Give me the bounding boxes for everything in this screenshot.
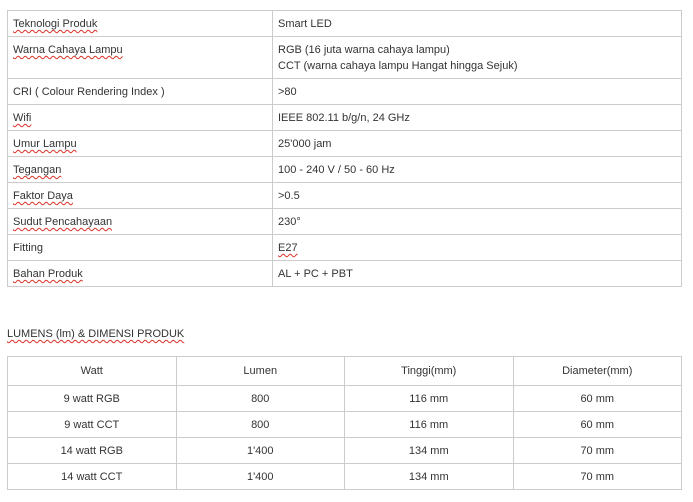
spec-label: Wifi bbox=[8, 105, 273, 131]
spec-label: CRI ( Colour Rendering Index ) bbox=[8, 79, 273, 105]
section-title: LUMENS (lm) & DIMENSI PRODUK bbox=[7, 328, 185, 340]
spec-table bbox=[7, 10, 682, 287]
spec-label: Umur Lampu bbox=[8, 131, 273, 157]
spec-label: Sudut Pencahayaan bbox=[8, 209, 273, 235]
cell-height: 116 mm bbox=[345, 412, 514, 438]
spec-label: Teknologi Produk bbox=[8, 11, 273, 37]
cell-watt: 14 watt CCT bbox=[8, 464, 177, 490]
column-header-diameter: Diameter(mm) bbox=[513, 357, 682, 386]
spec-value: >80 bbox=[273, 79, 682, 105]
spec-row bbox=[8, 37, 682, 79]
dimensions-table bbox=[7, 356, 682, 490]
cell-diameter: 60 mm bbox=[513, 412, 682, 438]
spec-value: 100 - 240 V / 50 - 60 Hz bbox=[273, 157, 682, 183]
spec-value: IEEE 802.11 b/g/n, 24 GHz bbox=[273, 105, 682, 131]
spec-label: Faktor Daya bbox=[8, 183, 273, 209]
cell-lumen: 800 bbox=[176, 412, 345, 438]
spec-value: E27 bbox=[273, 235, 682, 261]
table-row bbox=[8, 386, 682, 412]
spec-label: Fitting bbox=[8, 235, 273, 261]
cell-diameter: 60 mm bbox=[513, 386, 682, 412]
spec-value: 230° bbox=[273, 209, 682, 235]
spec-row bbox=[8, 261, 682, 287]
spec-row bbox=[8, 157, 682, 183]
spec-row bbox=[8, 235, 682, 261]
spec-row bbox=[8, 105, 682, 131]
spec-row bbox=[8, 11, 682, 37]
spec-row bbox=[8, 183, 682, 209]
spec-value: Smart LED bbox=[273, 11, 682, 37]
cell-watt: 9 watt RGB bbox=[8, 386, 177, 412]
cell-height: 134 mm bbox=[345, 464, 514, 490]
cell-diameter: 70 mm bbox=[513, 464, 682, 490]
cell-watt: 9 watt CCT bbox=[8, 412, 177, 438]
cell-height: 134 mm bbox=[345, 438, 514, 464]
cell-lumen: 1'400 bbox=[176, 464, 345, 490]
cell-lumen: 800 bbox=[176, 386, 345, 412]
cell-height: 116 mm bbox=[345, 386, 514, 412]
table-header-row bbox=[8, 357, 682, 386]
spec-label: Bahan Produk bbox=[8, 261, 273, 287]
table-row bbox=[8, 464, 682, 490]
cell-diameter: 70 mm bbox=[513, 438, 682, 464]
table-row bbox=[8, 412, 682, 438]
spec-label: Tegangan bbox=[8, 157, 273, 183]
spec-value: RGB (16 juta warna cahaya lampu) CCT (warna cahaya lampu Hangat hingga Sejuk) bbox=[273, 37, 682, 79]
spec-label: Warna Cahaya Lampu bbox=[8, 37, 273, 79]
spec-value: 25'000 jam bbox=[273, 131, 682, 157]
spec-row bbox=[8, 131, 682, 157]
spec-value: >0.5 bbox=[273, 183, 682, 209]
spec-row bbox=[8, 209, 682, 235]
column-header-watt: Watt bbox=[8, 357, 177, 386]
column-header-lumen: Lumen bbox=[176, 357, 345, 386]
column-header-height: Tinggi(mm) bbox=[345, 357, 514, 386]
spec-value: AL + PC + PBT bbox=[273, 261, 682, 287]
table-row bbox=[8, 438, 682, 464]
spec-row bbox=[8, 79, 682, 105]
cell-lumen: 1'400 bbox=[176, 438, 345, 464]
cell-watt: 14 watt RGB bbox=[8, 438, 177, 464]
